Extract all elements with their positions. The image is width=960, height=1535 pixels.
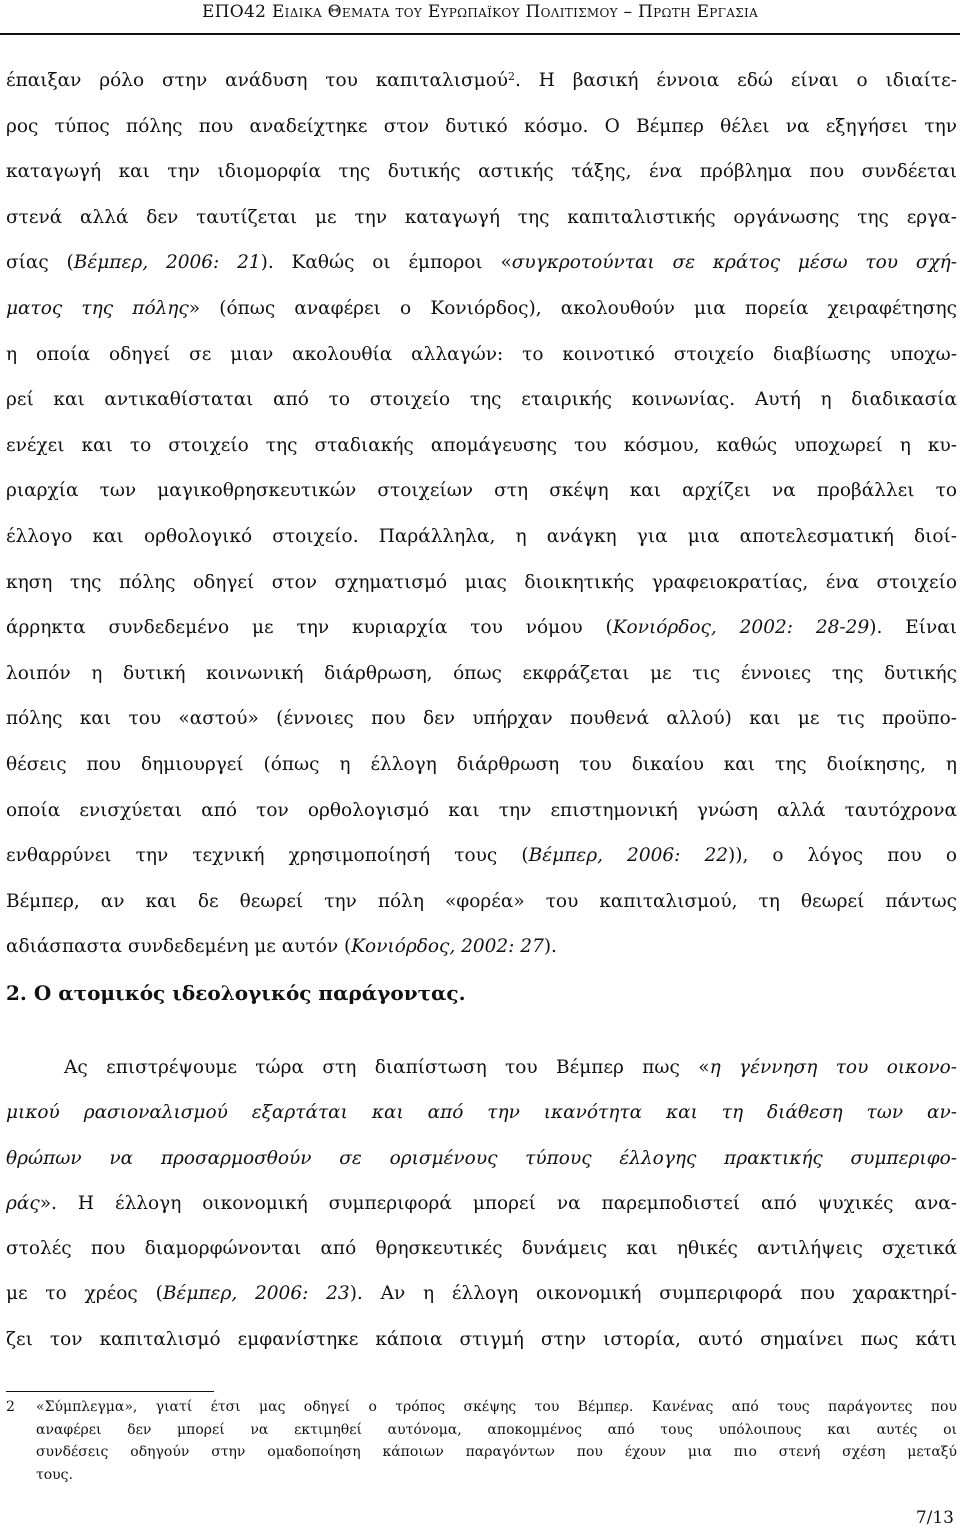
text-line: στολές που διαμορφώνονται από θρησκευτικές δυνάμεις και ηθικές αντιλήψεις σχετικά (6, 1238, 957, 1260)
footnote-line: συνδέσεις οδηγούν στην ομαδοποίηση κάποιων παραγόντων που έχουν μια πιο στενή σχέση μεταξύ (36, 1444, 957, 1461)
citation: Βέμπερ, 2006: 22 (528, 845, 729, 867)
paragraph-1 (6, 58, 957, 970)
text-line: θέσεις που δημιουργεί (όπως η έλλογη διάρθρωση του δικαίου και της διοίκησης, η (6, 753, 957, 775)
text-line: κηση της πόλης οδηγεί στον σχηματισμό μιας διοικητικής γραφειοκρατίας, ένα στοιχείο (6, 571, 957, 593)
running-header: ΕΠΟ42 Ειδικα Θεματα του Ευρωπαϊκου Πολιτισμου – Πρωτη Εργασια (201, 2, 759, 22)
section-heading: 2. Ο ατομικός ιδεολογικός παράγοντας. (6, 981, 466, 1005)
footnote (6, 1396, 957, 1486)
text-line: έπαιξαν ρόλο στην ανάδυση του καπιταλισμού$^2$. Η βασική έννοια εδώ είναι ο ιδιαίτε- (6, 70, 957, 91)
quote: ράς (6, 1192, 40, 1214)
text-line: με το χρέος (Βέμπερ, 2006: 23). Αν η έλλογη οικονομική συμπεριφορά που χαρακτηρί- (6, 1283, 957, 1305)
text-line: έλλογο και ορθολογικό στοιχείο. Παράλληλα, η ανάγκη για μια αποτελεσματική διοί- (6, 525, 957, 547)
footnote-line: «Σύμπλεγμα», γιατί έτσι μας οδηγεί ο τρόπος σκέψης του Βέμπερ. Κανένας από τους παράγοντες που (36, 1399, 957, 1415)
quote: η γέννηση του οικονο- (709, 1057, 957, 1078)
quote: συγκροτούνται σε κράτος μέσω του σχή- (511, 252, 957, 274)
citation: Βέμπερ, 2006: 23 (162, 1283, 350, 1305)
text-line (6, 1136, 957, 1181)
footnote-number: 2 (6, 1399, 15, 1415)
text-line: ρεί και αντικαθίσταται από το στοιχείο της εταιρικής κοινωνίας. Αυτή η διαδικασία (6, 389, 957, 411)
text-line: ματος της πόλης» (όπως αναφέρει ο Κονιόρδος), ακολουθούν μια πορεία χειραφέτησης (6, 297, 957, 319)
text-line: Βέμπερ, αν και δε θεωρεί την πόλη «φορέα» του καπιταλισμού, τη θεωρεί πάντως (6, 890, 957, 912)
text-line: σίας (Βέμπερ, 2006: 21). Καθώς οι έμποροι «συγκροτούνται σε κράτος μέσω του σχή- (6, 252, 957, 274)
text-line: ενθαρρύνει την τεχνική χρησιμοποίησή τους (Βέμπερ, 2006: 22)), ο λόγος που ο (6, 845, 957, 867)
citation: Κονιόρδος, 2002: 27 (351, 936, 544, 958)
text-line: ζει τον καπιταλισμό εμφανίστηκε κάποια στιγμή στην ιστορία, αυτό σημαίνει πως κάτι (6, 1328, 957, 1350)
paragraph-2 (6, 1045, 957, 1362)
text-line: η οποία οδηγεί σε μιαν ακολουθία αλλαγών: το κοινοτικό στοιχείο διαβίωσης υποχω- (6, 343, 957, 365)
text-line (6, 1090, 957, 1135)
text-line: αδιάσπαστα συνδεδεμένη με αυτόν (Κονιόρδος, 2002: 27). (6, 936, 557, 958)
footnote-line: τους. (36, 1466, 73, 1483)
quote: μικού ρασιοναλισμού εξαρτάται και από την ικανότητα και τη διάθεση των αν- (6, 1102, 957, 1124)
text-line: ενέχει και το στοιχείο της σταδιακής απομάγευσης του κόσμου, καθώς υποχωρεί η κυ- (6, 434, 957, 456)
quote: ματος της πόλης (6, 297, 189, 319)
text-line: ράς». Η έλλογη οικονομική συμπεριφορά μπορεί να παρεμποδιστεί από ψυχικές ανα- (6, 1192, 957, 1214)
text-line: οποία ενισχύεται από τον ορθολογισμό και την επιστημονική γνώση αλλά ταυτόχρονα (6, 799, 957, 821)
text-line: ριαρχία των μαγικοθρησκευτικών στοιχείων στη σκέψη και αρχίζει να προβάλλει το (6, 480, 957, 502)
citation: Κονιόρδος, 2002: 28-29 (612, 617, 870, 639)
footnote-rule (6, 1391, 214, 1392)
text-line: ρος τύπος πόλης που αναδείχτηκε στον δυτικό κόσμο. Ο Βέμπερ θέλει να εξηγήσει την (6, 115, 957, 137)
text-line: λοιπόν η δυτική κοινωνική διάρθρωση, όπως εκφράζεται με τις έννοιες της δυτικής (6, 662, 957, 684)
footnote-line: αναφέρει δεν μπορεί να εκτιμηθεί αυτόνομα, αποκομμένος από τους υπόλοιπους και αυτές οι (36, 1421, 957, 1438)
text-line: στενά αλλά δεν ταυτίζεται με την καταγωγή της καπιταλιστικής οργάνωσης της εργα- (6, 206, 957, 228)
citation: Βέμπερ, 2006: 21 (73, 252, 261, 274)
footnote-ref[interactable]: 2 (507, 70, 515, 83)
text-line: πόλης και του «αστού» (έννοιες που δεν υπήρχαν πουθενά αλλού) και με τις προϋπο- (6, 708, 957, 730)
text-line: καταγωγή και την ιδιομορφία της δυτικής αστικής τάξης, ένα πρόβλημα που συνδέεται (6, 161, 957, 183)
page-number: 7/13 (915, 1508, 954, 1528)
quote: θρώπων να προσαρμοσθούν σε ορισμένους τύπους έλλογης πρακτικής συμπεριφο- (6, 1147, 957, 1169)
text-line: Ας επιστρέψουμε τώρα στη διαπίστωση του Βέμπερ πως «η γέννηση του οικονο- (64, 1057, 957, 1078)
footnote-body (36, 1396, 957, 1486)
header-rule (0, 33, 960, 35)
text-line: άρρηκτα συνδεδεμένο με την κυριαρχία του νόμου (Κονιόρδος, 2002: 28-29). Είναι (6, 617, 957, 639)
